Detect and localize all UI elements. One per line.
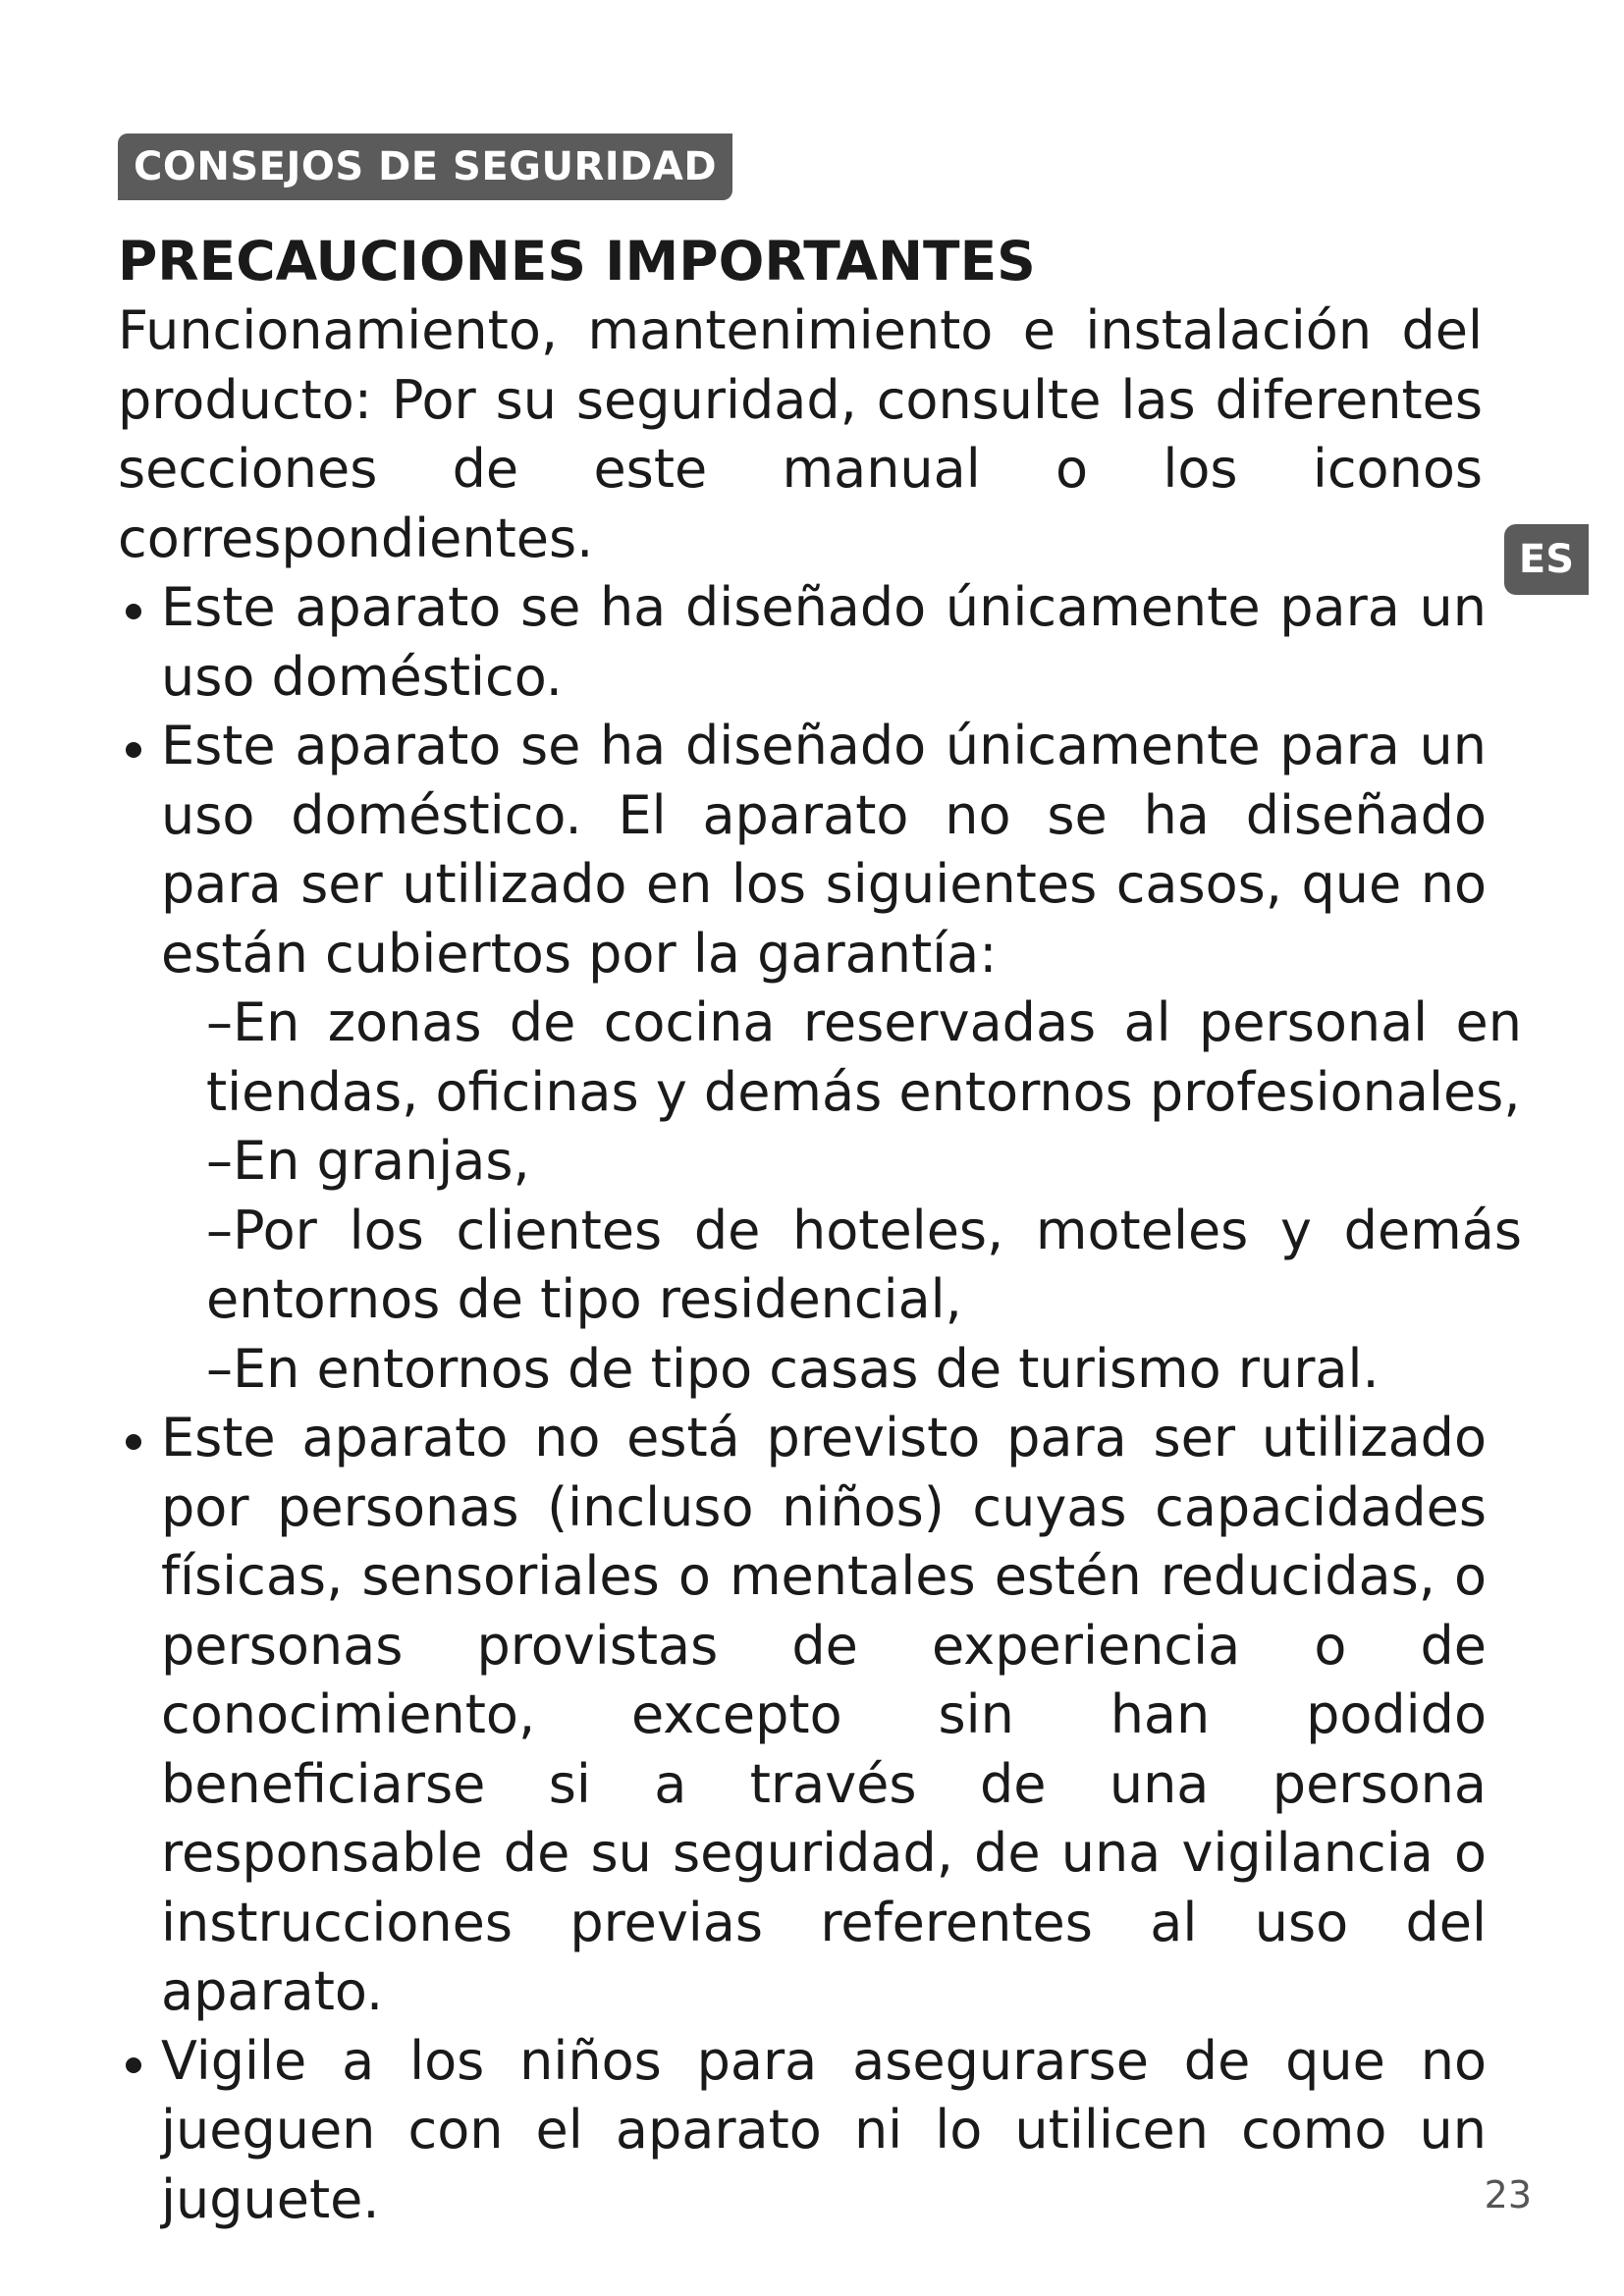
list-item-text: Vigile a los niños para asegurarse de que no jueguen con el aparato ni lo utilicen como un juguete.	[161, 2029, 1487, 2230]
sub-list-item: –En zonas de cocina reservadas al personal en tiendas, oficinas y demás entornos profesionales,	[206, 991, 1522, 1123]
page-heading: PRECAUCIONES IMPORTANTES	[118, 230, 1036, 293]
bullet-icon	[126, 604, 141, 619]
intro-paragraph: Funcionamiento, mantenimiento e instalación del producto: Por su seguridad, consulte las diferentes secciones de este manual o los iconos correspondientes.	[118, 299, 1483, 569]
list-item	[118, 1404, 1487, 2027]
bullet-icon	[126, 1434, 141, 1450]
bullet-icon	[126, 742, 141, 758]
section-tag: CONSEJOS DE SEGURIDAD	[118, 133, 732, 200]
list-item	[118, 2027, 1487, 2235]
list-item	[118, 573, 1487, 712]
excluded-uses-list	[161, 988, 1522, 1404]
page-number: 23	[1484, 2173, 1532, 2216]
sub-list-item: –En entornos de tipo casas de turismo rural.	[206, 1337, 1380, 1400]
sub-list-item: –Por los clientes de hoteles, moteles y demás entornos de tipo residencial,	[206, 1199, 1522, 1330]
list-item	[118, 712, 1522, 1404]
sub-list-item: –En granjas,	[206, 1130, 530, 1192]
list-item-text: Este aparato no está previsto para ser utilizado por personas (incluso niños) cuyas capacidades físicas, sensoriales o mentales estén reducidas, o personas provistas de experiencia o de conocimiento, excepto sin han podido beneficiarse si a través de una persona responsable de su seguridad, de una vigilancia o instrucciones previas referentes al uso del aparato.	[161, 1407, 1487, 2022]
language-tab: ES	[1504, 524, 1589, 595]
list-item-text: Este aparato se ha diseñado únicamente para un uso doméstico. El aparato no se ha diseñado para ser utilizado en los siguientes casos, que no están cubiertos por la garantía:	[161, 715, 1487, 985]
bullet-icon	[126, 2057, 141, 2073]
list-item-text: Este aparato se ha diseñado únicamente para un uso doméstico.	[161, 576, 1487, 708]
